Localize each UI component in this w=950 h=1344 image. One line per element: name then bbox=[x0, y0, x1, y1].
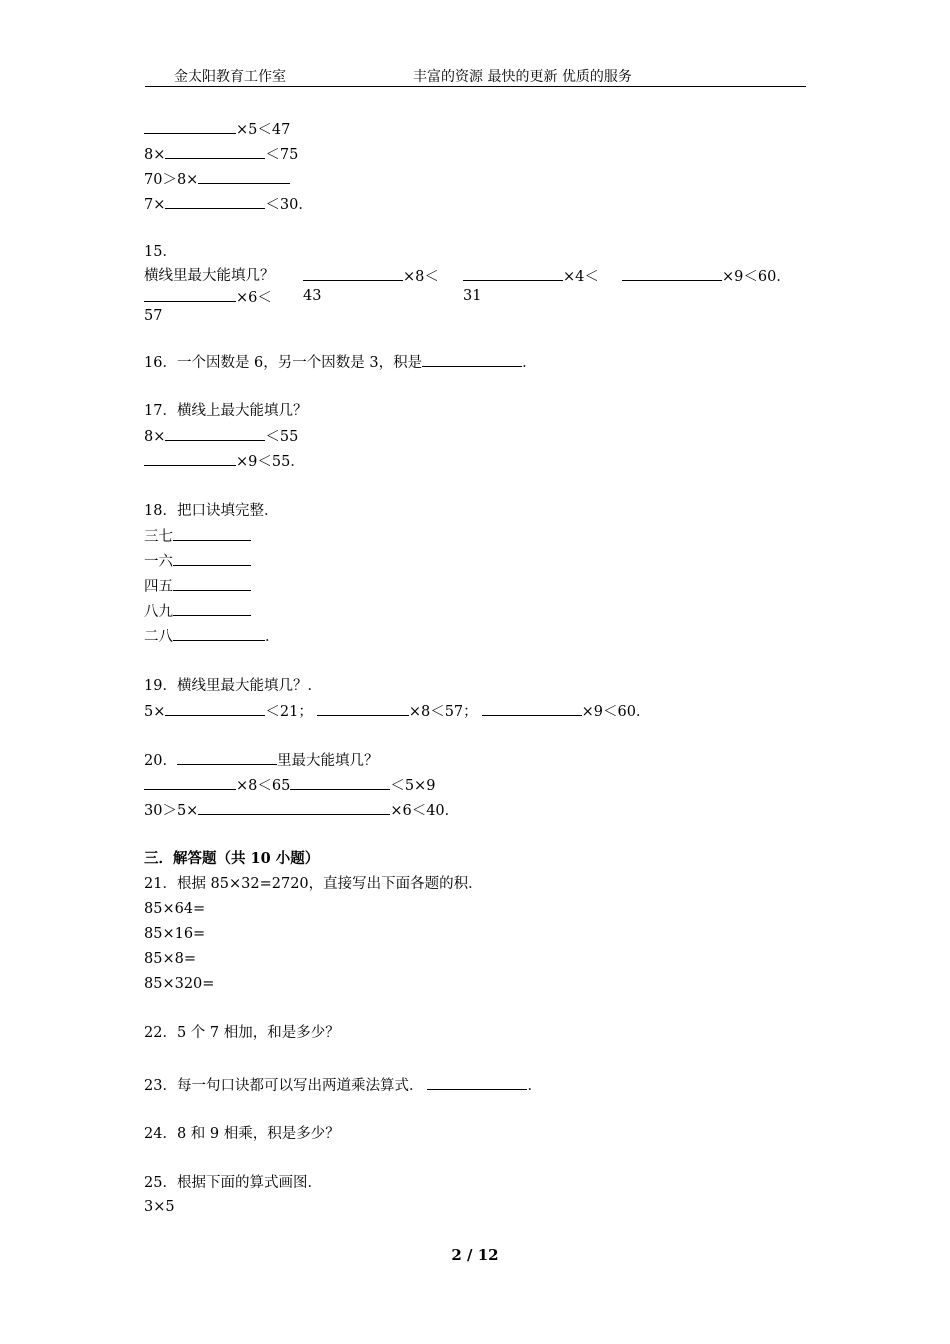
q20-line-1: ×8＜65 ＜5×9 bbox=[144, 776, 435, 794]
answer-blank[interactable] bbox=[144, 288, 236, 302]
q15-item-b-value: 31 bbox=[463, 288, 482, 304]
q25-title: 25．根据下面的算式画图． bbox=[144, 1175, 322, 1191]
q18-item: 四五 bbox=[144, 577, 251, 595]
q20-title: 20． 里最大能填几？ bbox=[144, 753, 379, 769]
answer-blank[interactable] bbox=[165, 427, 265, 441]
q15-item-c: ×9＜60． bbox=[622, 267, 791, 285]
q15-item-d: ×6＜ bbox=[144, 288, 272, 306]
q19-title: 19．横线里最大能填几？． bbox=[144, 678, 322, 694]
q16: 16．一个因数是 6，另一个因数是 3，积是 ． bbox=[144, 355, 537, 371]
answer-blank[interactable] bbox=[622, 267, 722, 281]
q21-item: 85×8= bbox=[144, 951, 196, 967]
q14-line-1: ×5＜47 bbox=[144, 120, 290, 138]
q18-item: 八九 bbox=[144, 602, 251, 620]
q18-item: 三七 bbox=[144, 527, 251, 545]
q21-item: 85×16= bbox=[144, 926, 206, 942]
answer-blank[interactable] bbox=[173, 527, 251, 541]
answer-blank[interactable] bbox=[173, 552, 251, 566]
answer-blank[interactable] bbox=[290, 776, 390, 790]
answer-blank[interactable] bbox=[173, 577, 251, 591]
answer-blank[interactable] bbox=[165, 702, 265, 716]
q25-expression: 3×5 bbox=[144, 1199, 175, 1215]
q18-title: 18．把口诀填完整． bbox=[144, 503, 279, 519]
answer-blank[interactable] bbox=[317, 702, 409, 716]
answer-blank[interactable] bbox=[303, 267, 403, 281]
q15-item-a-value: 43 bbox=[303, 288, 322, 304]
answer-blank[interactable] bbox=[165, 195, 265, 209]
q18-item: 二八 ． bbox=[144, 629, 280, 645]
section-heading: 三．解答题（共 10 小题） bbox=[144, 850, 320, 867]
header-right-text: 丰富的资源 最快的更新 优质的服务 bbox=[413, 69, 632, 85]
answer-blank[interactable] bbox=[144, 452, 236, 466]
answer-blank[interactable] bbox=[198, 801, 290, 815]
q15-item-d-value: 57 bbox=[144, 308, 163, 324]
q21-item: 85×64= bbox=[144, 901, 206, 917]
q18-item: 一六 bbox=[144, 552, 251, 570]
q24: 24．8 和 9 相乘，积是多少？ bbox=[144, 1126, 340, 1142]
answer-blank[interactable] bbox=[173, 602, 251, 616]
q17-line-2: ×9＜55． bbox=[144, 452, 305, 470]
q15-number: 15． bbox=[144, 244, 177, 260]
q22: 22．5 个 7 相加，和是多少？ bbox=[144, 1025, 340, 1041]
q14-line-3: 70＞8× bbox=[144, 170, 290, 188]
q15-item-b: ×4＜ bbox=[463, 267, 599, 285]
answer-blank[interactable] bbox=[427, 1076, 527, 1090]
q21-title: 21．根据 85×32=2720，直接写出下面各题的积． bbox=[144, 876, 483, 892]
header-left-text: 金太阳教育工作室 bbox=[174, 69, 286, 85]
answer-blank[interactable] bbox=[463, 267, 563, 281]
page-number: 2 / 12 bbox=[451, 1246, 499, 1264]
q15-prompt: 横线里最大能填几？ bbox=[144, 268, 275, 284]
answer-blank[interactable] bbox=[177, 751, 277, 765]
q14-line-4: 7× ＜30． bbox=[144, 197, 313, 213]
q14-line-2: 8× ＜75 bbox=[144, 147, 299, 163]
page-header bbox=[145, 66, 806, 87]
q23: 23．每一句口诀都可以写出两道乘法算式． ． bbox=[144, 1078, 542, 1094]
answer-blank[interactable] bbox=[173, 627, 265, 641]
q17-line-1: 8× ＜55 bbox=[144, 429, 299, 445]
answer-blank[interactable] bbox=[482, 702, 582, 716]
answer-blank[interactable] bbox=[144, 776, 236, 790]
q21-item: 85×320= bbox=[144, 976, 215, 992]
q17-title: 17．横线上最大能填几？ bbox=[144, 403, 308, 419]
q15-item-a: ×8＜ bbox=[303, 267, 439, 285]
answer-blank[interactable] bbox=[144, 120, 236, 134]
q20-line-2: 30＞5× ×6＜40． bbox=[144, 803, 460, 819]
answer-blank[interactable] bbox=[165, 145, 265, 159]
answer-blank[interactable] bbox=[422, 353, 522, 367]
q19-line: 5× ＜21； ×8＜57； ×9＜60． bbox=[144, 704, 651, 720]
answer-blank[interactable] bbox=[198, 170, 290, 184]
answer-blank[interactable] bbox=[290, 801, 390, 815]
